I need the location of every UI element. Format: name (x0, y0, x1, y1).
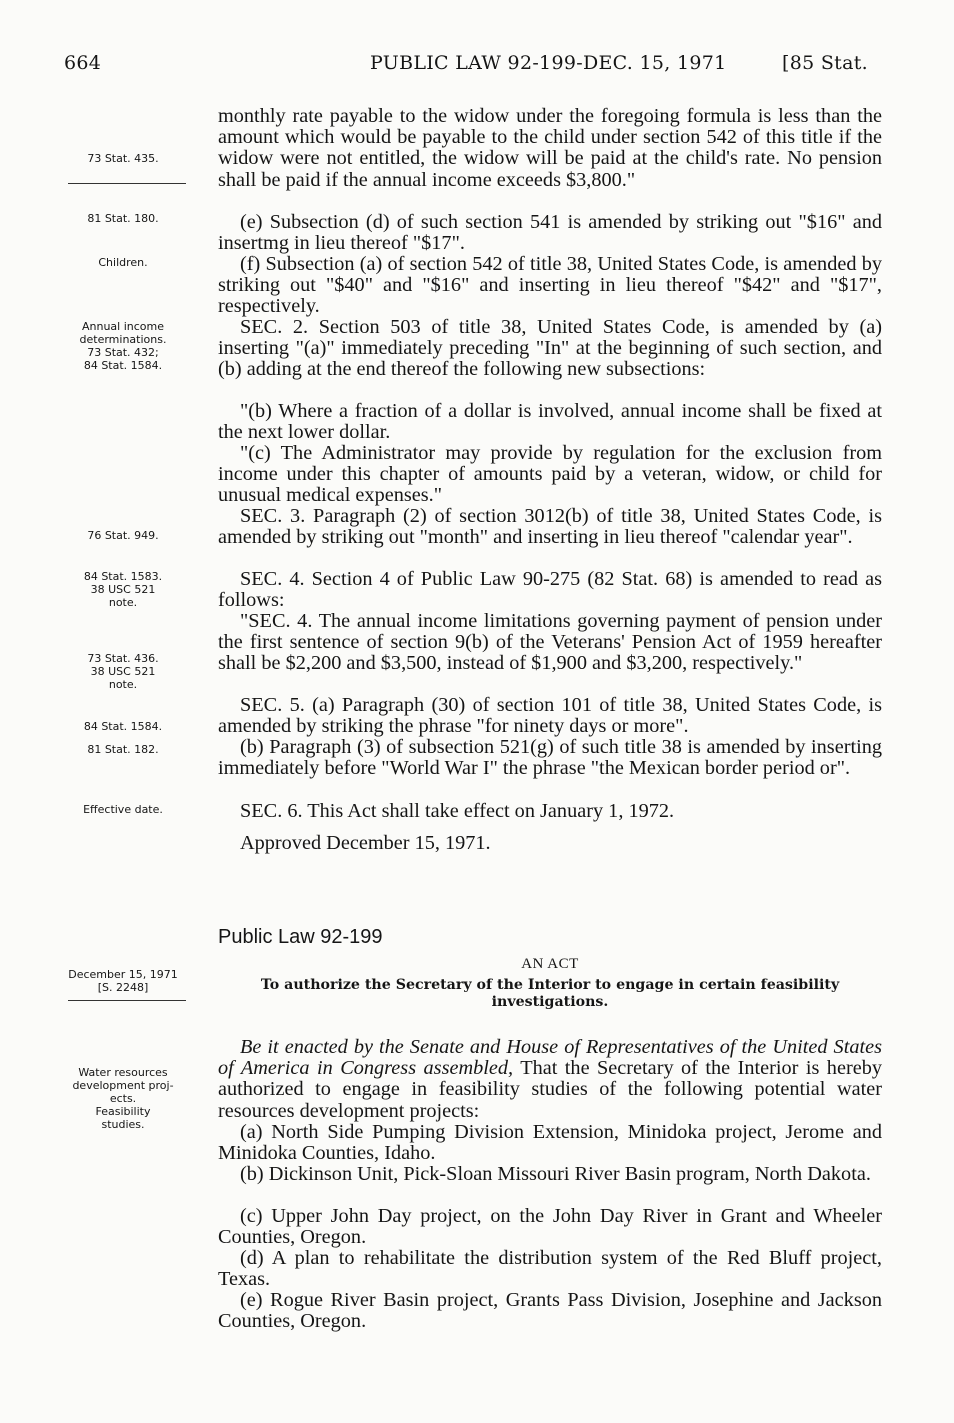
margin-note-water-resources (58, 1066, 188, 1131)
margin-note-line: Feasibility (95, 1105, 151, 1118)
approved-date: Approved December 15, 1971. (240, 832, 491, 854)
margin-note-line: 84 Stat. 1583. (83, 570, 163, 583)
paragraph-sec-2: SEC. 2. Section 503 of title 38, United States Code, is amended by (a) inserting "(a)" immediately preceding "In" at the beginning of such section, and (b) adding at the end thereof the following new subsections: (218, 316, 882, 381)
margin-note-76-stat-949: 76 Stat. 949. (87, 529, 159, 542)
an-act-heading: AN ACT (521, 956, 579, 972)
margin-note-annual-income (58, 320, 188, 372)
margin-note-effective-date: Effective date. (83, 803, 163, 816)
margin-note-line: development proj- (72, 1079, 174, 1092)
margin-note-line: studies. (101, 1118, 145, 1131)
margin-note-line: 38 USC 521 (90, 665, 156, 678)
margin-note-line: December 15, 1971 (68, 968, 178, 981)
margin-note-line: determinations. (79, 333, 167, 346)
paragraph-sec-2-c: "(c) The Administrator may provide by regulation for the exclusion from income under this chapter of amounts paid by a veteran, widow, or child for unusual medical expenses." (218, 442, 882, 507)
paragraph-sec-5-a: SEC. 5. (a) Paragraph (30) of section 101 of title 38, United States Code, is amended by striking the phrase "for ninety days or more". (218, 694, 882, 738)
paragraph-sec-4-quoted: "SEC. 4. The annual income limitations governing payment of pension under the first sentence of section 9(b) of the Veterans' Pension Act of 1959 hereafter shall be $2,200 and $3,500, instead of $1,900 and $3,200, respectively." (218, 610, 882, 675)
margin-note-line: Water resources (78, 1066, 168, 1079)
margin-note-73-stat-435: 73 Stat. 435. (87, 152, 159, 165)
margin-note-line: 73 Stat. 432; (87, 346, 159, 359)
paragraph-sec-3: SEC. 3. Paragraph (2) of section 3012(b) of title 38, United States Code, is amended by striking out "month" and inserting in lieu thereof "calendar year". (218, 505, 882, 549)
enacting-clause: Be it enacted by the Senate and House of Representatives of the United States of America in Congress assembled, (218, 1036, 882, 1080)
stat-volume: [85 Stat. (782, 52, 868, 74)
margin-note-date-bill (58, 968, 188, 994)
margin-note-84-stat-1584: 84 Stat. 1584. (83, 720, 163, 733)
page-number: 664 (64, 52, 102, 74)
margin-note-children: Children. (98, 256, 148, 269)
paragraph-subsection-e: (e) Subsection (d) of such section 541 is amended by striking out "$16" and insertmg in lieu thereof "$17". (218, 211, 882, 255)
project-item-e: (e) Rogue River Basin project, Grants Pass Division, Josephine and Jackson Counties, Oregon. (218, 1289, 882, 1333)
margin-rule (68, 1000, 186, 1001)
project-item-c: (c) Upper John Day project, on the John Day River in Grant and Wheeler Counties, Oregon. (218, 1205, 882, 1249)
margin-note-line: note. (108, 596, 138, 609)
margin-note-line: note. (108, 678, 138, 691)
margin-note-line: 84 Stat. 1584. (83, 359, 163, 372)
project-item-b: (b) Dickinson Unit, Pick-Sloan Missouri River Basin program, North Dakota. (240, 1163, 871, 1185)
margin-rule (68, 183, 186, 184)
paragraph-widow-rate: monthly rate payable to the widow under the foregoing formula is less than the amount which would be payable to the child under section 542 of this title if the widow were not entitled, the widow will be paid at the child's rate. No pension shall be paid if the annual income exceeds $3,800." (218, 105, 882, 191)
paragraph-sec-6: SEC. 6. This Act shall take effect on January 1, 1972. (240, 800, 675, 822)
margin-note-81-stat-180: 81 Stat. 180. (87, 212, 159, 225)
margin-note-line: ects. (109, 1092, 137, 1105)
paragraph-sec-5-b: (b) Paragraph (3) of subsection 521(g) of such title 38 is amended by inserting immediately before "World War I" the phrase "the Mexican border period or". (218, 736, 882, 780)
project-item-a: (a) North Side Pumping Division Extension, Minidoka project, Jerome and Minidoka Counties, Idaho. (218, 1121, 882, 1165)
enacting-clause-paragraph (218, 1037, 882, 1122)
margin-note-line: [S. 2248] (97, 981, 149, 994)
running-title: PUBLIC LAW 92-199-DEC. 15, 1971 (370, 52, 727, 74)
margin-note-84-stat-1583 (58, 570, 188, 609)
project-item-d: (d) A plan to rehabilitate the distribution system of the Red Bluff project, Texas. (218, 1247, 882, 1291)
paragraph-sec-4: SEC. 4. Section 4 of Public Law 90-275 (82 Stat. 68) is amended to read as follows: (218, 568, 882, 612)
margin-note-line: Annual income (81, 320, 165, 333)
paragraph-subsection-f: (f) Subsection (a) of section 542 of title 38, United States Code, is amended by striking out "$40" and "$16" and inserting in lieu thereof "$42" and "$17", respectively. (218, 253, 882, 318)
public-law-number: Public Law 92-199 (218, 926, 383, 948)
act-title: To authorize the Secretary of the Interior to engage in certain feasibility investigations. (260, 977, 840, 1010)
margin-note-line: 73 Stat. 436. (87, 652, 159, 665)
paragraph-sec-2-b: "(b) Where a fraction of a dollar is involved, annual income shall be fixed at the next lower dollar. (218, 400, 882, 444)
enacting-text: That the Secretary of the Interior is hereby authorized to engage in feasibility studies of the following potential water resources development projects: (218, 1057, 882, 1122)
margin-note-line: 38 USC 521 (90, 583, 156, 596)
margin-note-81-stat-182: 81 Stat. 182. (87, 743, 159, 756)
margin-note-73-stat-436 (58, 652, 188, 691)
